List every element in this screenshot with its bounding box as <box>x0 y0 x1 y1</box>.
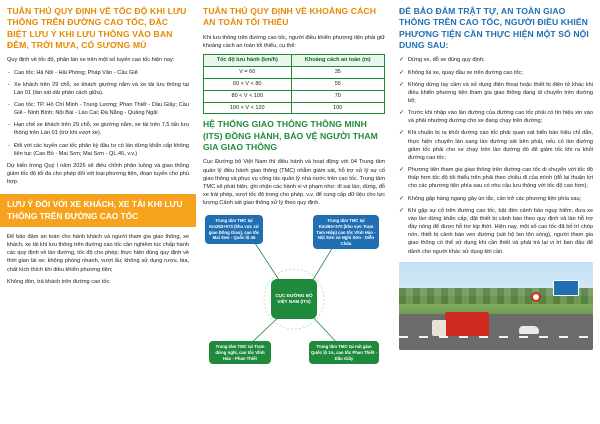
column2-intro: Khi lưu thông trên đường cao tốc, người điều khiển phương tiện phải giữ khoảng cách an toàn tối thiểu, cụ thể: <box>203 34 385 49</box>
list-item: ✓ Dừng xe, đỗ xe đúng quy định; <box>399 56 593 64</box>
table-cell: 100 < V < 120 <box>204 102 292 114</box>
band-body-1: Để bảo đảm an toàn cho hành khách và người tham gia giao thông, xe khách, xe tải khi lưu thông trên đường cao tốc cần nghiêm túc chấp hành các quy định về làn đường, tốc độ cho phép; thực hiện đúng quy định về thời gian lái xe; không phóng nhanh, vượt ẩu; không sử dụng rượu, bia, chất kích thích khi điều khiển phương tiện; <box>7 233 189 273</box>
column1-closing: Dự kiến trong Quý I năm 2026 sẽ điều chỉnh phân luồng và giao thông giảm tốc độ tối đa cho phép đối với loại phương tiện, đoạn tuyến cho phù hợp. <box>7 162 189 186</box>
column-safety-rules <box>392 0 600 424</box>
diagram-node-tmc-4: Trung tâm TMC tại nút giao Quốc lộ 1A, cao tốc Phan Thiết - Dầu Giây <box>309 341 379 364</box>
table-header-cell: Khoảng cách an toàn (m) <box>291 55 384 67</box>
list-item: - Cao tốc: TP. Hồ Chí Minh - Trung Lương; Phan Thiết - Dầu Giây; Cầu Giẽ - Ninh Bình; Nội Bài - Lào Cai; Đà Nẵng - Quảng Ngãi <box>7 101 189 117</box>
table-row <box>204 78 385 90</box>
table-cell: V = 60 <box>204 66 292 78</box>
speed-limit-sign-icon <box>531 292 541 302</box>
overhead-sign-icon <box>553 280 579 296</box>
car-vehicle <box>519 326 539 334</box>
list-item: - Hạn chế xe khách trên 29 chỗ, xe giường nằm, xe tải trên 7,5 tấn lưu thông trên Làn 01 (trừ khi vượt xe). <box>7 121 189 137</box>
column2-title-its: HỆ THỐNG GIAO THÔNG THÔNG MINH (ITS) ĐỒNG HÀNH, BẢO VỆ NGƯỜI THAM GIA GIAO THÔNG <box>203 119 378 153</box>
table-cell: 80 < V < 100 <box>204 90 292 102</box>
table-row <box>204 102 385 114</box>
table-cell: 55 <box>291 78 384 90</box>
band-title: LƯU Ý ĐỐI VỚI XE KHÁCH, XE TẢI KHI LƯU THÔNG TRÊN ĐƯỜNG CAO TỐC <box>7 199 183 221</box>
column2-title: TUÂN THỦ QUY ĐỊNH VỀ KHOẢNG CÁCH AN TOÀN TỐI THIỂU <box>203 6 377 28</box>
table-row <box>204 66 385 78</box>
diagram-node-tmc-2: Trung tâm TMC tại Km283+370 (khu vực Trạm Tam Hiệp) cao tốc Vĩnh Hảo - Nội Sơn và Nghi Sơn - Diễn Châu <box>313 215 379 249</box>
bus-truck-notice-band <box>0 194 196 227</box>
table-header-cell: Tốc độ lưu hành (km/h) <box>204 55 292 67</box>
column2-its-body: Cục Đường bộ Việt Nam thì điều hành và hoạt động với 04 Trung tâm quản lý điều hành giao thông (TMC) nhằm giám sát, hỗ trợ xử lý sự cố giao thông và phục vụ công tác quản lý nhà nước trên cao tốc. Trung tâm TMC sẽ phát hiện, ghi nhận các hành vi vi phạm như: đi sai làn, dừng, đỗ xe trái phép, vượt tốc độ trong cho phép, v.v. để cung cấp dữ liệu cho lực lượng Cảnh sát giao thông xử lý theo quy định. <box>203 159 385 207</box>
list-item: ✓ Phương tiện tham gia giao thông trên đường cao tốc di chuyển với tốc độ thấp hơn tốc độ tối thiểu trên phải theo chiều đi của mình (đỗ lại thuận lợi cho các phương tiện phía sau có nhu cầu lưu thông với tốc độ cao hơn); <box>399 166 593 190</box>
table-cell: 35 <box>291 66 384 78</box>
list-item: - Cao tốc: Hà Nội - Hải Phòng; Pháp Vân - Cầu Giẽ <box>7 69 189 77</box>
column1-intro: Quy định về tốc độ, phân làn xe trên một số tuyến cao tốc hiện nay: <box>7 57 175 64</box>
column-safe-distance <box>196 0 392 424</box>
table-cell: 70 <box>291 90 384 102</box>
safe-distance-table <box>203 54 385 114</box>
list-item: - Xe khách trên 29 chỗ, xe khách giường nằm và xe tải lưu thông tại Làn 01 (làn sát dải phân cách giữa). <box>7 81 189 97</box>
column3-title: ĐỂ BẢO ĐẢM TRẬT TỰ, AN TOÀN GIAO THÔNG TRÊN CAO TỐC, NGƯỜI ĐIỀU KHIỂN PHƯƠNG TIỆN CẦN THỰC HIỆN MỘT SỐ NỘI DUNG SAU: <box>399 6 589 51</box>
table-cell: 100 <box>291 102 384 114</box>
column1-title: TUÂN THỦ QUY ĐỊNH VỀ TỐC ĐỘ KHI LƯU THÔNG TRÊN ĐƯỜNG CAO TỐC, ĐẶC BIỆT LƯU Ý KHI LƯU THÔNG VÀO BAN ĐÊM, TRỜI MƯA, CÓ SƯƠNG MÙ <box>7 6 187 51</box>
list-item: ✓ Khi gặp sự cố trên đường cao tốc, bật đèn cảnh báo nguy hiểm, đưa xe vào làn dừng khẩn cấp, đặt thiết bị cảnh báo theo quy định và làn hỗ trợ đầy nóng để được hỗ trợ kịp thời. Hiện nay, một số cao tốc đã bố trí chóp nón, thiết bị cảnh báo ven đường (sát hộ lan tôn sóng), người tham gia giao thông có thể sử dụng khi cần thiết và phải trả lại vị trí ban đầu để dành cho người khác sử dụng khi cần. <box>399 207 593 256</box>
list-item: ✓ Trước khi nhập vào làn đường của đường cao tốc phải có tín hiệu xin vào và phải nhường đường cho xe đang chạy trên đường; <box>399 109 593 125</box>
diagram-node-tmc-3: Trung tâm TMC tại Trạm dừng nghỉ, cao tốc Vĩnh Hảo - Phan Thiết <box>209 341 271 364</box>
table-header-row <box>204 55 385 67</box>
its-network-diagram <box>203 213 385 385</box>
diagram-node-tmc-1: Trung tâm TMC tại Km283+073 (khu vực xử giao Đông Giao), cao tốc Mai Sơn - Quốc lộ 45 <box>205 215 263 243</box>
diagram-node-center: CỤC ĐƯỜNG BỘ VIỆT NAM (ITS) <box>271 279 317 319</box>
lane-marking <box>399 336 593 338</box>
column-speed-regulations <box>0 0 196 424</box>
list-item: ✓ Không lùi xe, quay đầu xe trên đường cao tốc; <box>399 69 593 77</box>
list-item: - Đối với các tuyến cao tốc phân kỳ đầu tư có làn dừng khẩn cấp không liên tục (Cao Bồ - Mai Sơn; Mai Sơn - QL.45, v.v.) <box>7 142 189 158</box>
list-item: ✓ Không gặp hàng ngang gây ùn tắc, cản trở các phương tiện phía sau; <box>399 195 593 203</box>
list-item: ✓ Khi chuẩn bị ra khỏi đường cao tốc phải quan sát biển báo hiệu chỉ dẫn, thực hiện chuyển làn sang làn đường sát bên phải, nếu có làn đường giảm tốc phải cho xe chạy trên làn đường đó để giảm tốc khi ra khỏi đường cao tốc; <box>399 129 593 162</box>
column3-checklist <box>399 56 593 255</box>
highway-photo <box>399 262 593 350</box>
band-body-2: Không đón, trả khách trên đường cao tốc. <box>7 278 111 285</box>
table-row <box>204 90 385 102</box>
list-item: ✓ Không dừng tay cầm và sử dụng điện thoại hoặc thiết bị điện tử khác khi điều khiển phương tiện tham gia giao thông đang di chuyển trên đường bộ; <box>399 81 593 105</box>
column1-bullet-list <box>7 69 189 158</box>
table-cell: 60 < V < 80 <box>204 78 292 90</box>
road-surface <box>399 314 593 349</box>
truck-vehicle <box>445 312 489 336</box>
